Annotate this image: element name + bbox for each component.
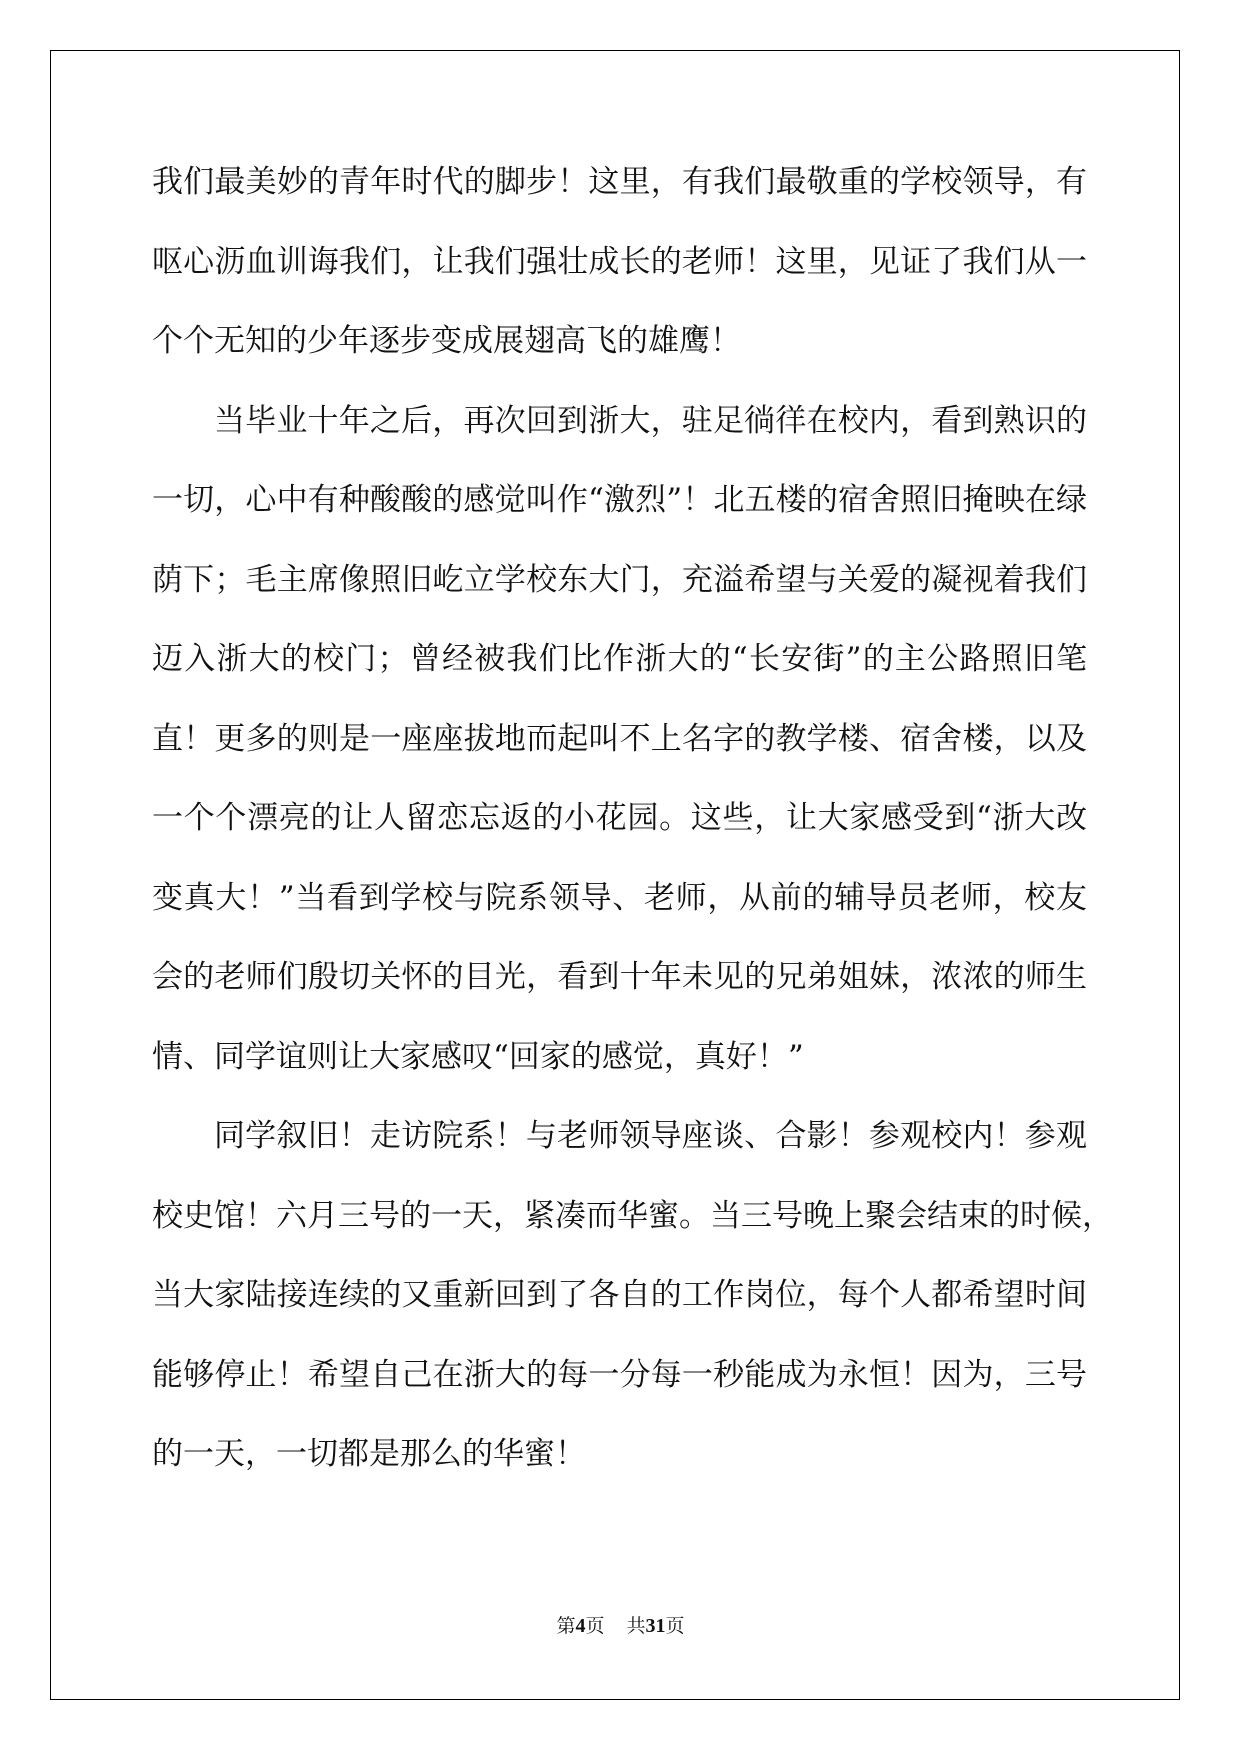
footer-total-suffix: 页 xyxy=(665,1615,685,1637)
text-line: 个个无知的少年逐步变成展翅高飞的雄鹰！ xyxy=(152,323,741,359)
footer-page-suffix: 页 xyxy=(585,1615,605,1637)
text-line: 情、同学谊则让大家感叹“回家的感觉，真好！” xyxy=(152,1038,804,1075)
text-line: 当毕业十年之后，再次回到浙大，驻足徜徉在校内，看到熟识的 xyxy=(214,402,1087,439)
text-line: 迈入浙大的校门；曾经被我们比作浙大的“长安街”的主公路照旧笔 xyxy=(152,641,1087,677)
text-line: 当大家陆接连续的又重新回到了各自的工作岗位，每个人都希望时间 xyxy=(152,1277,1087,1313)
text-line: 的一天，一切都是那么的华蜜！ xyxy=(152,1436,586,1472)
text-line: 能够停止！希望自己在浙大的每一分每一秒能成为永恒！因为，三号 xyxy=(152,1356,1087,1393)
footer-total-prefix: 共 xyxy=(626,1615,646,1637)
footer-prefix: 第 xyxy=(556,1615,576,1637)
text-line: 同学叙旧！走访院系！与老师领导座谈、合影！参观校内！参观 xyxy=(214,1118,1087,1154)
text-line: 一切，心中有种酸酸的感觉叫作“激烈”！北五楼的宿舍照旧掩映在绿 xyxy=(152,482,1087,518)
text-line: 校史馆！六月三号的一天，紧凑而华蜜。当三号晚上聚会结束的时候， xyxy=(152,1197,1113,1234)
text-line: 会的老师们殷切关怀的目光，看到十年未见的兄弟姐妹，浓浓的师生 xyxy=(152,959,1087,995)
text-line: 呕心沥血训诲我们，让我们强壮成长的老师！这里，见证了我们从一 xyxy=(152,243,1087,280)
text-line: 变真大！”当看到学校与院系领导、老师，从前的辅导员老师，校友 xyxy=(152,879,1087,916)
text-line: 荫下；毛主席像照旧屹立学校东大门，充溢希望与关爱的凝视着我们 xyxy=(152,561,1087,598)
current-page-number: 4 xyxy=(575,1615,586,1637)
document-body xyxy=(152,162,1113,1514)
total-page-count: 31 xyxy=(645,1615,666,1637)
text-line: 直！更多的则是一座座拔地而起叫不上名字的教学楼、宿舍楼，以及 xyxy=(152,720,1087,757)
page-footer xyxy=(0,1611,1241,1638)
text-line: 一个个漂亮的让人留恋忘返的小花园。这些，让大家感受到“浙大改 xyxy=(152,800,1087,836)
text-line: 我们最美妙的青年时代的脚步！这里，有我们最敬重的学校领导，有 xyxy=(152,164,1087,200)
